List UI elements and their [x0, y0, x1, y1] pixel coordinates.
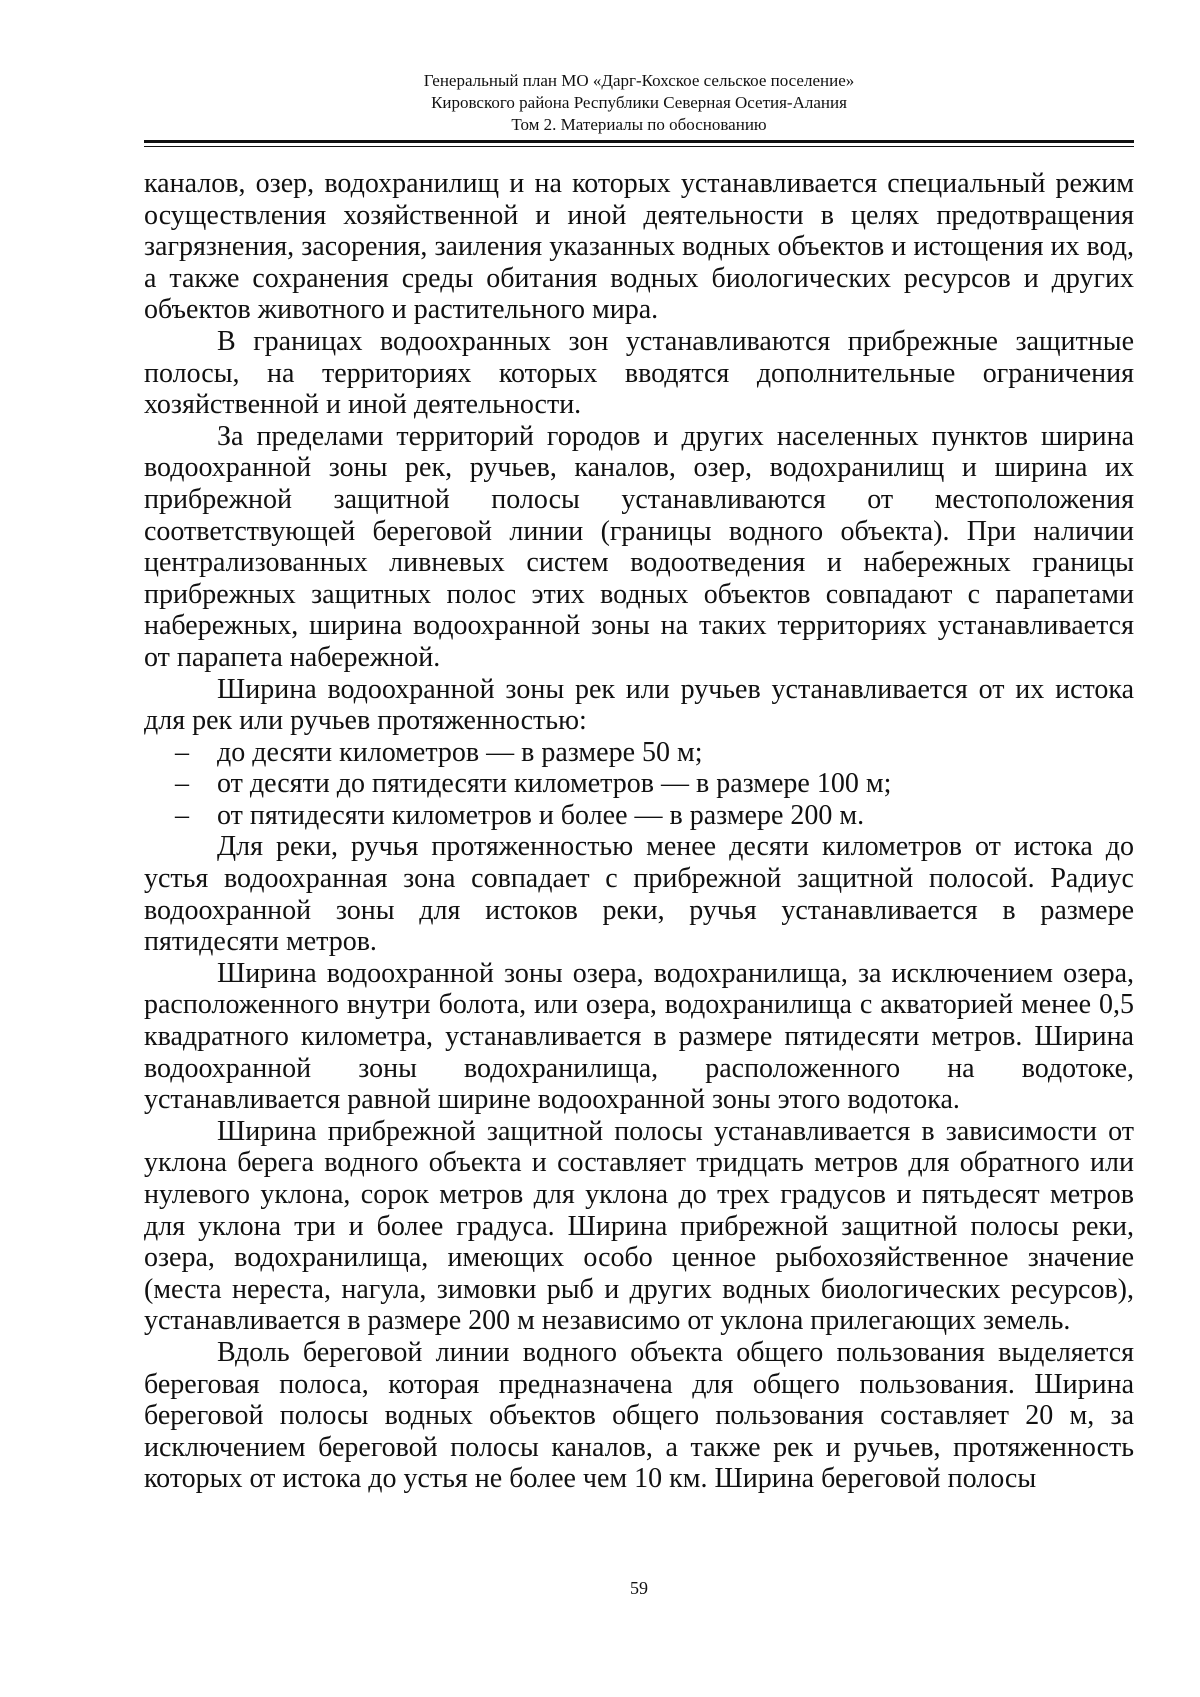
- document-header: [144, 70, 1134, 136]
- paragraph-lake-reservoir-zone: Ширина водоохранной зоны озера, водохранилища, за исключением озера, расположенного внутри болота, или озера, водохранилища с акваторией менее 0,5 квадратного километра, устанавливается в размере пятидесяти метров. Ширина водоохранной зоны водохранилища, расположенного на водотоке, устанавливается равной ширине водоохранной зоны этого водотока.: [144, 957, 1134, 1116]
- paragraph-zone-width-outside-cities: За пределами территорий городов и других населенных пунктов ширина водоохранной зоны рек, ручьев, каналов, озер, водохранилищ и ширина их прибрежной защитной полосы устанавливаются от местоположения соответствующей береговой линии (границы водного объекта). При наличии централизованных ливневых систем водоотведения и набережных границы прибрежных защитных полос этих водных объектов совпадают с парапетами набережных, ширина водоохранной зоны на таких территориях устанавливается от парапета набережной.: [144, 420, 1134, 673]
- paragraph-coastal-strips: В границах водоохранных зон устанавливаются прибрежные защитные полосы, на территориях которых вводятся дополнительные ограничения хозяйственной и иной деятельности.: [144, 325, 1134, 421]
- document-body: [144, 168, 1134, 1495]
- header-region-line: Кировского района Республики Северная Осетия-Алания: [431, 93, 847, 112]
- header-volume-line: Том 2. Материалы по обоснованию: [511, 115, 767, 134]
- list-item-text: до десяти километров — в размере 50 м;: [217, 736, 703, 768]
- paragraph-continued: каналов, озер, водохранилищ и на которых устанавливается специальный режим осуществления хозяйственной и иной деятельности в целях предотвращения загрязнения, засорения, заиления указанных водных объектов и истощения их вод, а также сохранения среды обитания водных биологических ресурсов и других объектов животного и растительного мира.: [144, 168, 1134, 326]
- header-title-line: Генеральный план МО «Дарг-Кохское сельское поселение»: [423, 71, 855, 90]
- header-rule-thin: [144, 146, 1134, 147]
- header-rule-thick: [144, 140, 1134, 143]
- paragraph-short-rivers: Для реки, ручья протяженностью менее десяти километров от истока до устья водоохранная зона совпадает с прибрежной защитной полосой. Радиус водоохранной зоны для истоков реки, ручья устанавливается в размере пятидесяти метров.: [144, 831, 1134, 958]
- list-dash: –: [175, 799, 189, 831]
- list-dash: –: [175, 736, 189, 768]
- page-number: 59: [630, 1578, 648, 1598]
- list-item-text: от десяти до пятидесяти километров — в размере 100 м;: [217, 768, 892, 800]
- river-length-list: [144, 737, 1134, 832]
- list-dash: –: [175, 768, 189, 800]
- list-item: [144, 768, 1134, 800]
- list-item: [144, 800, 1134, 832]
- list-item: [144, 737, 1134, 769]
- paragraph-river-zone-width: Ширина водоохранной зоны рек или ручьев устанавливается от их истока для рек или ручьев протяженностью:: [144, 673, 1134, 737]
- paragraph-shoreline-public-use: Вдоль береговой линии водного объекта общего пользования выделяется береговая полоса, которая предназначена для общего пользования. Ширина береговой полосы водных объектов общего пользования составляет 20 м, за исключением береговой полосы каналов, а также рек и ручьев, протяженность которых от истока до устья не более чем 10 км. Ширина береговой полосы: [144, 1336, 1134, 1495]
- list-item-text: от пятидесяти километров и более — в размере 200 м.: [217, 799, 865, 831]
- paragraph-protective-strip-width: Ширина прибрежной защитной полосы устанавливается в зависимости от уклона берега водного объекта и составляет тридцать метров для обратного или нулевого уклона, сорок метров для уклона до трех градусов и пятьдесят метров для уклона три и более градуса. Ширина прибрежной защитной полосы реки, озера, водохранилища, имеющих особо ценное рыбохозяйственное значение (места нереста, нагула, зимовки рыб и других водных биологических ресурсов), устанавливается в размере 200 м независимо от уклона прилегающих земель.: [144, 1115, 1134, 1337]
